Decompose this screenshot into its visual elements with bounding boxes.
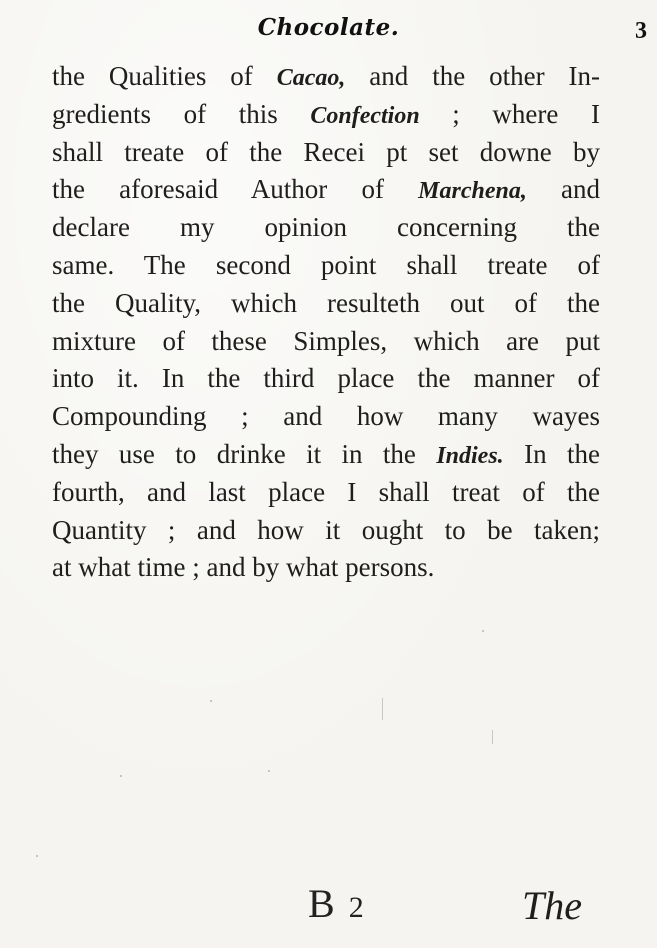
italic-term: Cacao, (276, 65, 346, 91)
text-segment: same. The second point shall treate of (52, 249, 600, 280)
paper-speck (482, 630, 484, 632)
text-segment: the Qualities of (52, 61, 277, 91)
paper-mark (492, 730, 493, 744)
italic-term: Marchena, (418, 178, 527, 205)
text-line (52, 398, 600, 436)
text-segment: mixture of these Simples, which are put (52, 325, 600, 356)
text-line (52, 209, 600, 247)
catchword: The (522, 883, 582, 928)
text-segment: In the (503, 438, 600, 469)
italic-term: Indies. (436, 442, 504, 469)
text-line (52, 171, 600, 209)
paper-speck (210, 700, 212, 702)
text-segment: and (526, 174, 601, 205)
italic-term: Confection (310, 102, 420, 129)
body-text (52, 58, 600, 587)
text-line (52, 323, 600, 361)
text-line (52, 549, 600, 587)
text-line (52, 134, 600, 172)
text-line (52, 96, 600, 134)
text-segment: the Quality, which resulteth out of the (52, 287, 600, 318)
text-segment: Compounding ; and how many wayes (52, 401, 600, 432)
text-line (52, 360, 600, 398)
text-line (52, 285, 600, 323)
text-segment: the aforesaid Author of (52, 174, 419, 205)
text-line (52, 512, 600, 550)
text-segment: ; where I (419, 98, 600, 129)
paper-speck (36, 855, 38, 857)
text-segment: fourth, and last place I shall treat of the (52, 476, 600, 507)
page-number: 3 (635, 18, 647, 44)
text-segment: declare my opinion concerning the (52, 212, 600, 243)
text-segment: Quantity ; and how it ought to be taken; (52, 514, 600, 545)
signature-letter: B (308, 881, 337, 926)
paper-speck (268, 770, 270, 772)
text-segment: into it. In the third place the manner of (52, 363, 600, 394)
text-line (52, 247, 600, 285)
text-segment: they use to drinke it in the (52, 438, 437, 469)
text-line (52, 474, 600, 512)
paper-mark (382, 698, 383, 720)
text-line (52, 58, 600, 96)
text-line (52, 436, 600, 474)
text-segment: shall treate of the Recei pt set downe by (52, 136, 600, 167)
text-segment: gredients of this (52, 98, 311, 129)
signature-mark (308, 880, 366, 927)
text-segment: and the other In- (345, 61, 600, 91)
text-segment: at what time ; and by what persons. (52, 552, 435, 583)
signature-number: 2 (348, 891, 366, 924)
running-head: Chocolate. (257, 14, 400, 41)
paper-speck (120, 775, 122, 777)
